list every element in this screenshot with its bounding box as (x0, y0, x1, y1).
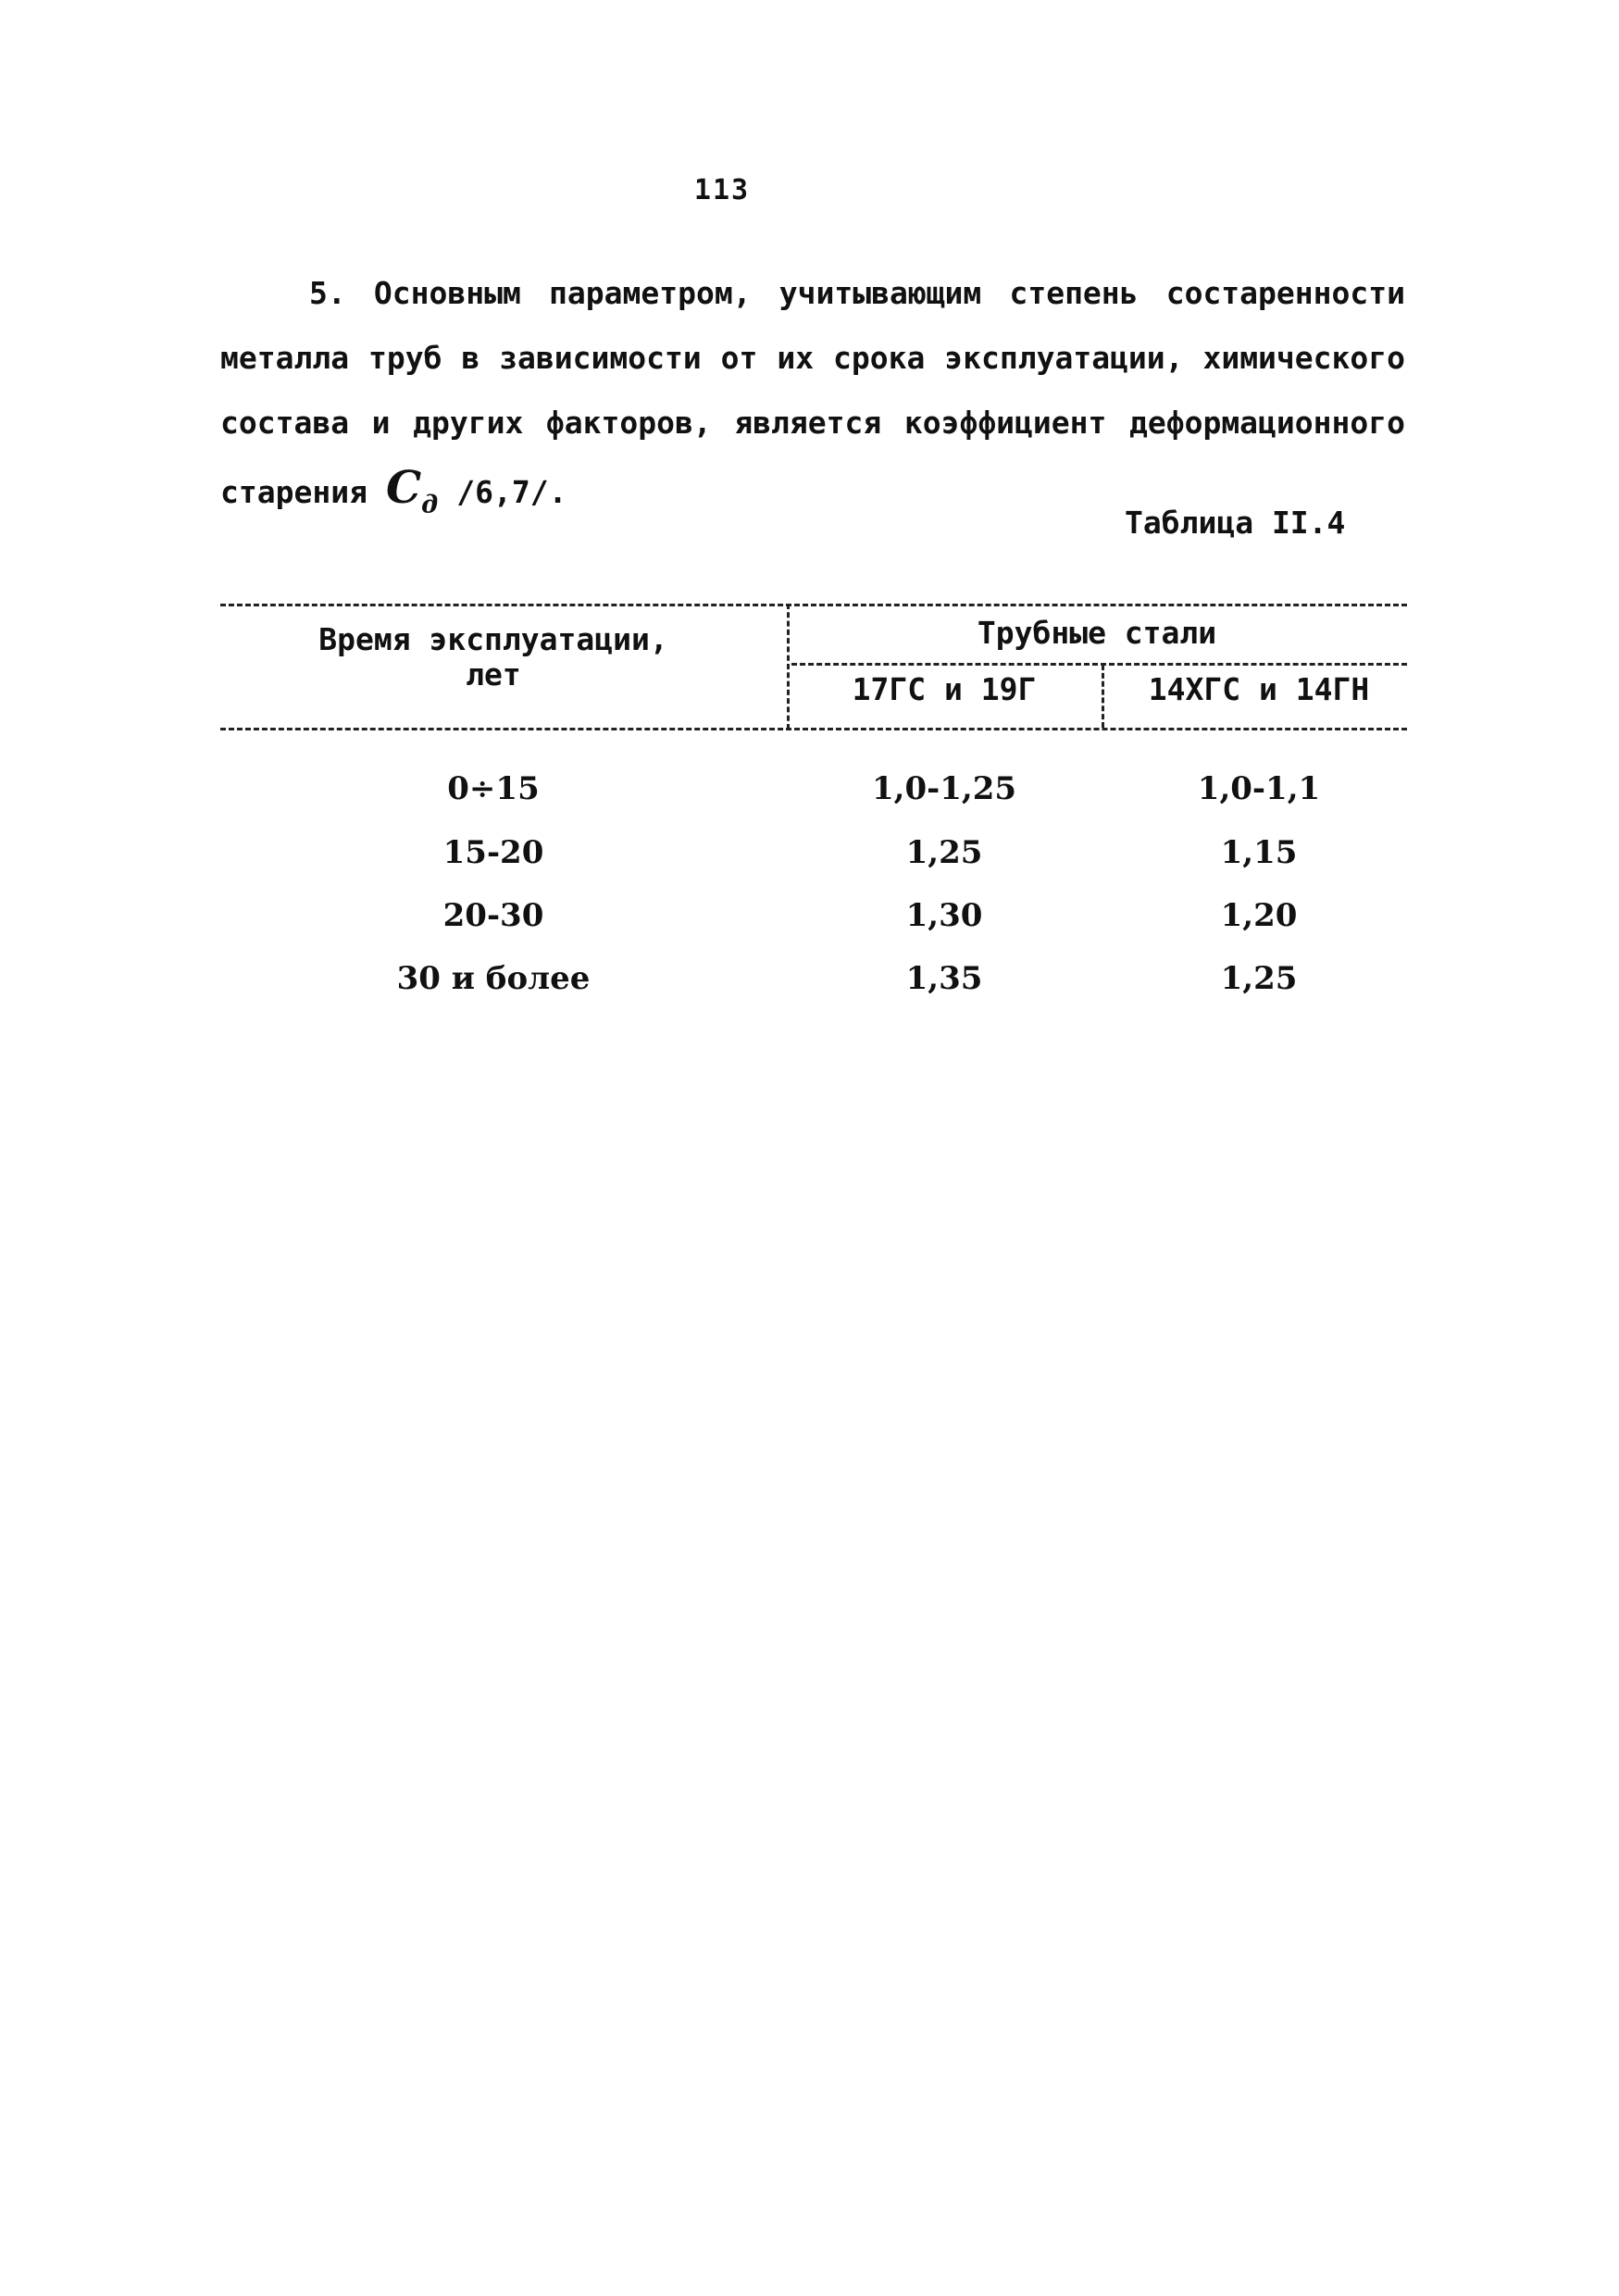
cell-value-grade-2: 1,15 (1220, 834, 1298, 871)
cell-value-grade-1: 1,25 (905, 834, 983, 871)
cell-years: 20-30 (442, 897, 544, 934)
header-pipe-steels: Трубные стали (977, 615, 1217, 651)
cell-value-grade-1: 1,35 (905, 960, 983, 997)
header-bottom-rule (220, 728, 1407, 730)
cell-years: 15-20 (442, 834, 544, 871)
paragraph-line: 5. Основным параметром, учитывающим степень состаренности (309, 275, 1405, 311)
header-steel-grade-2: 14ХГС и 14ГН (1148, 671, 1370, 707)
reference-citation: /6,7/. (456, 474, 567, 510)
header-operation-time-line2: лет (466, 656, 521, 693)
header-operation-time-line1: Время эксплуатации, (318, 621, 668, 657)
cell-value-grade-2: 1,0-1,1 (1197, 770, 1321, 807)
page-number: 113 (693, 174, 751, 206)
cell-years: 30 и более (396, 960, 591, 997)
body-paragraph (220, 261, 1405, 538)
aging-coefficient-symbol (385, 462, 439, 519)
cell-value-grade-1: 1,30 (905, 897, 983, 934)
column-divider-sub (1102, 665, 1104, 728)
cell-value-grade-2: 1,25 (1220, 960, 1298, 997)
symbol-subscript: д (421, 491, 439, 519)
group-header-rule (791, 663, 1407, 666)
paragraph-last-prefix: старения (220, 474, 367, 510)
paragraph-line: состава и других факторов, является коэффициент деформационного (220, 405, 1405, 441)
table-caption: Таблица II.4 (1125, 505, 1346, 541)
header-steel-grade-1: 17ГС и 19Г (852, 671, 1037, 707)
header-operation-time (220, 622, 766, 693)
symbol-base: C (385, 462, 422, 514)
cell-years: 0÷15 (447, 770, 540, 807)
cell-value-grade-2: 1,20 (1220, 897, 1298, 934)
paragraph-line: металла труб в зависимости от их срока эксплуатации, химического (220, 340, 1405, 376)
cell-value-grade-1: 1,0-1,25 (871, 770, 1017, 807)
table-top-rule (220, 604, 1407, 606)
